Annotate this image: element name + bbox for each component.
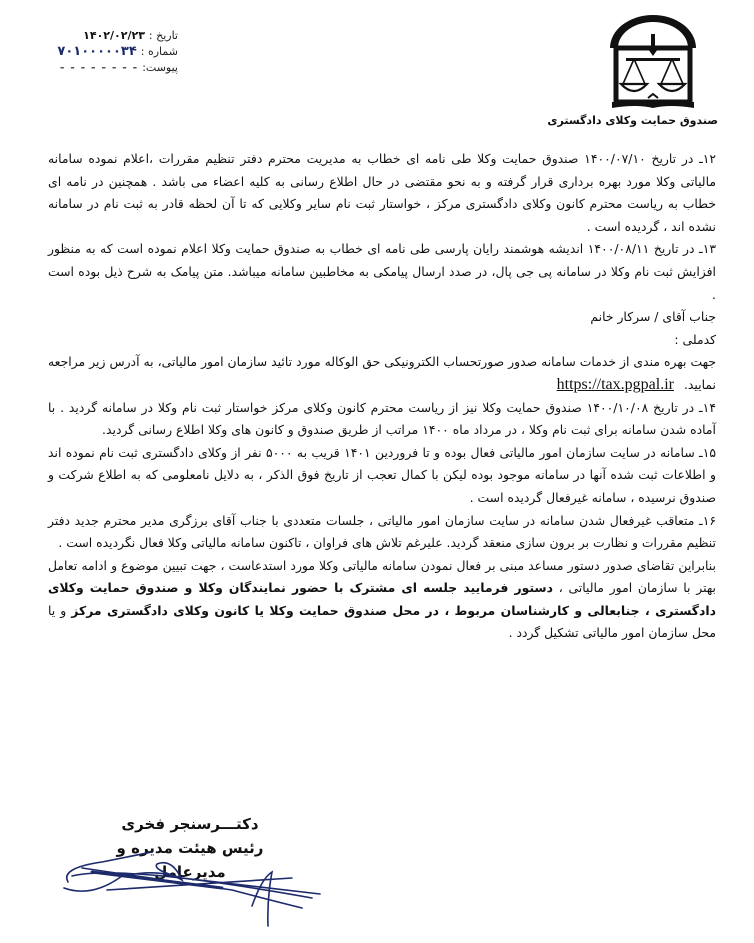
signatory-title: رئیس هیئت مدیره و مدیرعامل: [116, 839, 264, 881]
date-value: ۱۴۰۲/۰۲/۲۳: [83, 29, 145, 42]
number-value: ۷۰۱۰۰۰۰۰۳۴: [57, 44, 137, 59]
number-label: شماره :: [140, 45, 178, 58]
paragraph-13: ۱۳ـ در تاریخ ۱۴۰۰/۰۸/۱۱ اندیشه هوشمند رایان پارسی طی نامه ای خطاب به صندوق حمایت وکلا اعلام نموده است که به منظور افزایش ثبت نام وکلا در سامانه پی جی پال، در صدد ارسال پیامکی به مخاطبین سامانه میباشد. متن پیامک به شرح ذیل بوده است .: [48, 241, 716, 302]
date-label: تاریخ :: [148, 29, 178, 42]
sms-url-link[interactable]: https://tax.pgpal.ir: [556, 375, 674, 393]
sms-text-content: جهت بهره مندی از خدمات سامانه صدور صورتحساب الکترونیکی حق الوکاله مورد تائید سازمان امور مالیاتی، به آدرس زیر مراجعه نمایید.: [48, 354, 716, 392]
signatory-name: دکتـــرسنجر فخری: [121, 815, 259, 833]
paragraph-14: ۱۴ـ در تاریخ ۱۴۰۰/۱۰/۰۸ صندوق حمایت وکلا نیز از ریاست محترم کانون وکلای مرکز خواستار ثبت نام وکلا در سامانه گردید . با آماده شدن سامانه برای ثبت نام وکلا ، در مرداد ماه ۱۴۰۰ مراتب از طریق صندوق و کانون های وکلا اطلاع رسانی گردید.: [48, 399, 716, 438]
attachment-value: - - - - - - - -: [59, 61, 139, 74]
handwritten-signature: [62, 838, 322, 928]
organization-logo: [547, 12, 718, 132]
organization-name: صندوق حمایت وکلای دادگستری: [547, 114, 718, 127]
scales-of-justice-icon: [596, 12, 710, 112]
sms-salutation: جناب آقای / سرکار خانم: [590, 309, 716, 325]
conclusion-paragraph: [48, 555, 716, 645]
letter-meta: [48, 28, 178, 76]
attachment-row: [48, 60, 178, 76]
sms-text: [48, 351, 716, 396]
attachment-label: پیوست:: [142, 61, 178, 74]
date-row: [48, 28, 178, 44]
conclusion-regular: بنابراین تقاضای صدور دستور مساعد مبنی بر فعال نمودن سامانه مالیاتی وکلا مورد استدعاست ، جهت تبیین موضوع و ادامه تعامل بهتر با سازمان امور مالیاتی ،: [48, 557, 716, 596]
conclusion-request-bold: دستور فرمایید جلسه ای مشترک با حضور نمایندگان وکلا و صندوق حمایت وکلای دادگستری ، جنابعالی و کارشناسان مربوط ، در محل صندوق حمایت وکلا یا کانون وکلای دادگستری مرکز: [48, 580, 716, 618]
sms-national-code: کدملی :: [674, 331, 716, 347]
number-row: [48, 44, 178, 60]
conclusion-tail: و یا محل سازمان امور مالیاتی تشکیل گردد .: [48, 602, 716, 641]
paragraph-12: ۱۲ـ در تاریخ ۱۴۰۰/۰۷/۱۰ صندوق حمایت وکلا طی نامه ای خطاب به مدیریت محترم دفتر تنظیم مقررات ،اعلام نموده سامانه مالیاتی وکلا مورد بهره برداری قرار گرفته و به نحو مقتضی در حال اطلاع رسانی به کلیه اعضاء می باشد . همچنین در نامه ای خطاب به ریاست محترم کانون وکلای دادگستری مرکز ، خواستار ثبت نام سایر وکلایی که تا آن لحظه قادر به ثبت نام در سامانه نشده اند ، گردیده است .: [48, 151, 717, 234]
paragraph-15: ۱۵ـ سامانه در سایت سازمان امور مالیاتی فعال بوده و تا فروردین ۱۴۰۱ قریب به ۵۰۰۰ نفر از وکلای دادگستری ثبت نام نموده اند و اطلاعات ثبت شده آنها در سامانه موجود بوده لیکن با کمال تعجب از تاریخ فوق الذکر ، به دلایل نامعلومی که به اطلاع شرکت و صندوق نرسیده ، سامانه غیرفعال گردیده است .: [48, 444, 716, 505]
paragraph-16: ۱۶ـ متعاقب غیرفعال شدن سامانه در سایت سازمان امور مالیاتی ، جلسات متعددی با جناب آقای برزگری مدیر محترم جدید دفتر تنظیم مقررات و نظارت بر برون سازی منعقد گردید. علیرغم تلاش های فراوان ، تاکنون سامانه مالیاتی وکلا فعال نگردیده است .: [48, 512, 716, 551]
letter-body: [48, 148, 716, 645]
